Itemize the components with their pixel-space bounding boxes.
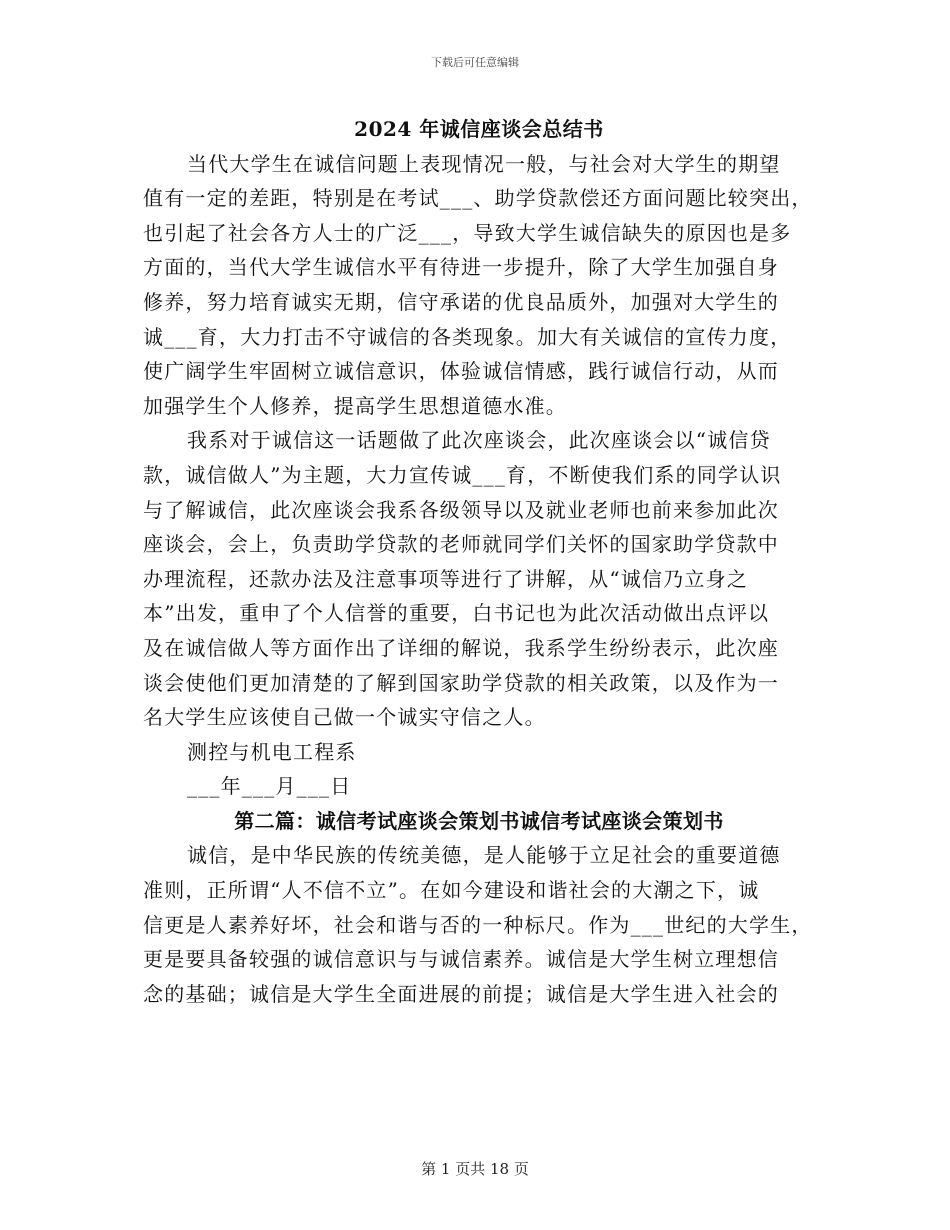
text-line: 方面的，当代大学生诚信水平有待进一步提升，除了大学生加强自身 [143,255,779,280]
text-line: 我系对于诚信这一话题做了此次座谈会，此次座谈会以“诚信贷 [187,428,771,453]
text-line: 念的基础；诚信是大学生全面进展的前提；诚信是大学生进入社会的 [143,981,779,1006]
text-line: 使广阔学生牢固树立诚信意识，体验诚信情感，践行诚信行动，从而 [143,359,779,384]
document-body [143,112,815,1011]
text-line: 更是要具备较强的诚信意识与与诚信素养。诚信是大学生树立理想信 [143,947,779,972]
paragraph-2 [143,423,815,734]
text-line: 诚___育，大力打击不守诚信的各类现象。加大有关诚信的宣传力度， [143,324,792,349]
signature-date: ___年___月___日 [187,774,352,799]
text-line: 款，诚信做人”为主题，大力宣传诚___育，不断使我们系的同学认识 [143,462,782,487]
text-line: 办理流程，还款办法及注意事项等进行了讲解，从“诚信乃立身之 [143,566,749,591]
text-line: 诚信，是中华民族的传统美德，是人能够于立足社会的重要道德 [187,843,781,868]
page-number: 第 1 页共 18 页 [421,1160,529,1178]
document-title: 2024 年诚信座谈会总结书 [354,117,604,141]
text-line: 加强学生个人修养，提高学生思想道德水准。 [143,393,567,418]
paragraph-3 [143,838,815,1011]
text-line: 本”出发，重申了个人信誉的重要，白书记也为此次活动做出点评以 [143,601,770,626]
paragraph-1 [143,147,815,424]
text-line: 准则，正所谓“人不信不立”。在如今建设和谐社会的大潮之下，诚 [143,878,760,903]
text-line: 及在诚信做人等方面作出了详细的解说，我系学生纷纷表示，此次座 [143,635,779,660]
text-line: 信更是人素养好坏，社会和谐与否的一种标尺。作为___世纪的大学生， [143,912,813,937]
text-line: 座谈会，会上，负责助学贷款的老师就同学们关怀的国家助学贷款中 [143,532,779,557]
section-heading: 第二篇：诚信考试座谈会策划书诚信考试座谈会策划书 [234,808,724,833]
text-line: 修养，努力培育诚实无期，信守承诺的优良品质外，加强对大学生的 [143,289,779,314]
text-line: 值有一定的差距，特别是在考试___、助学贷款偿还方面问题比较突出， [143,186,813,211]
text-line: 名大学生应该使自己做一个诚实守信之人。 [143,705,546,730]
text-line: 也引起了社会各方人士的广泛___，导致大学生诚信缺失的原因也是多 [143,220,792,245]
text-line: 当代大学生在诚信问题上表现情况一般，与社会对大学生的期望 [187,151,781,176]
text-line: 与了解诚信，此次座谈会我系各级领导以及就业老师也前来参加此次 [143,497,779,522]
signature-department: 测控与机电工程系 [187,739,357,764]
header-note: 下载后可任意编辑 [431,56,519,69]
text-line: 谈会使他们更加清楚的了解到国家助学贷款的相关政策，以及作为一 [143,670,779,695]
